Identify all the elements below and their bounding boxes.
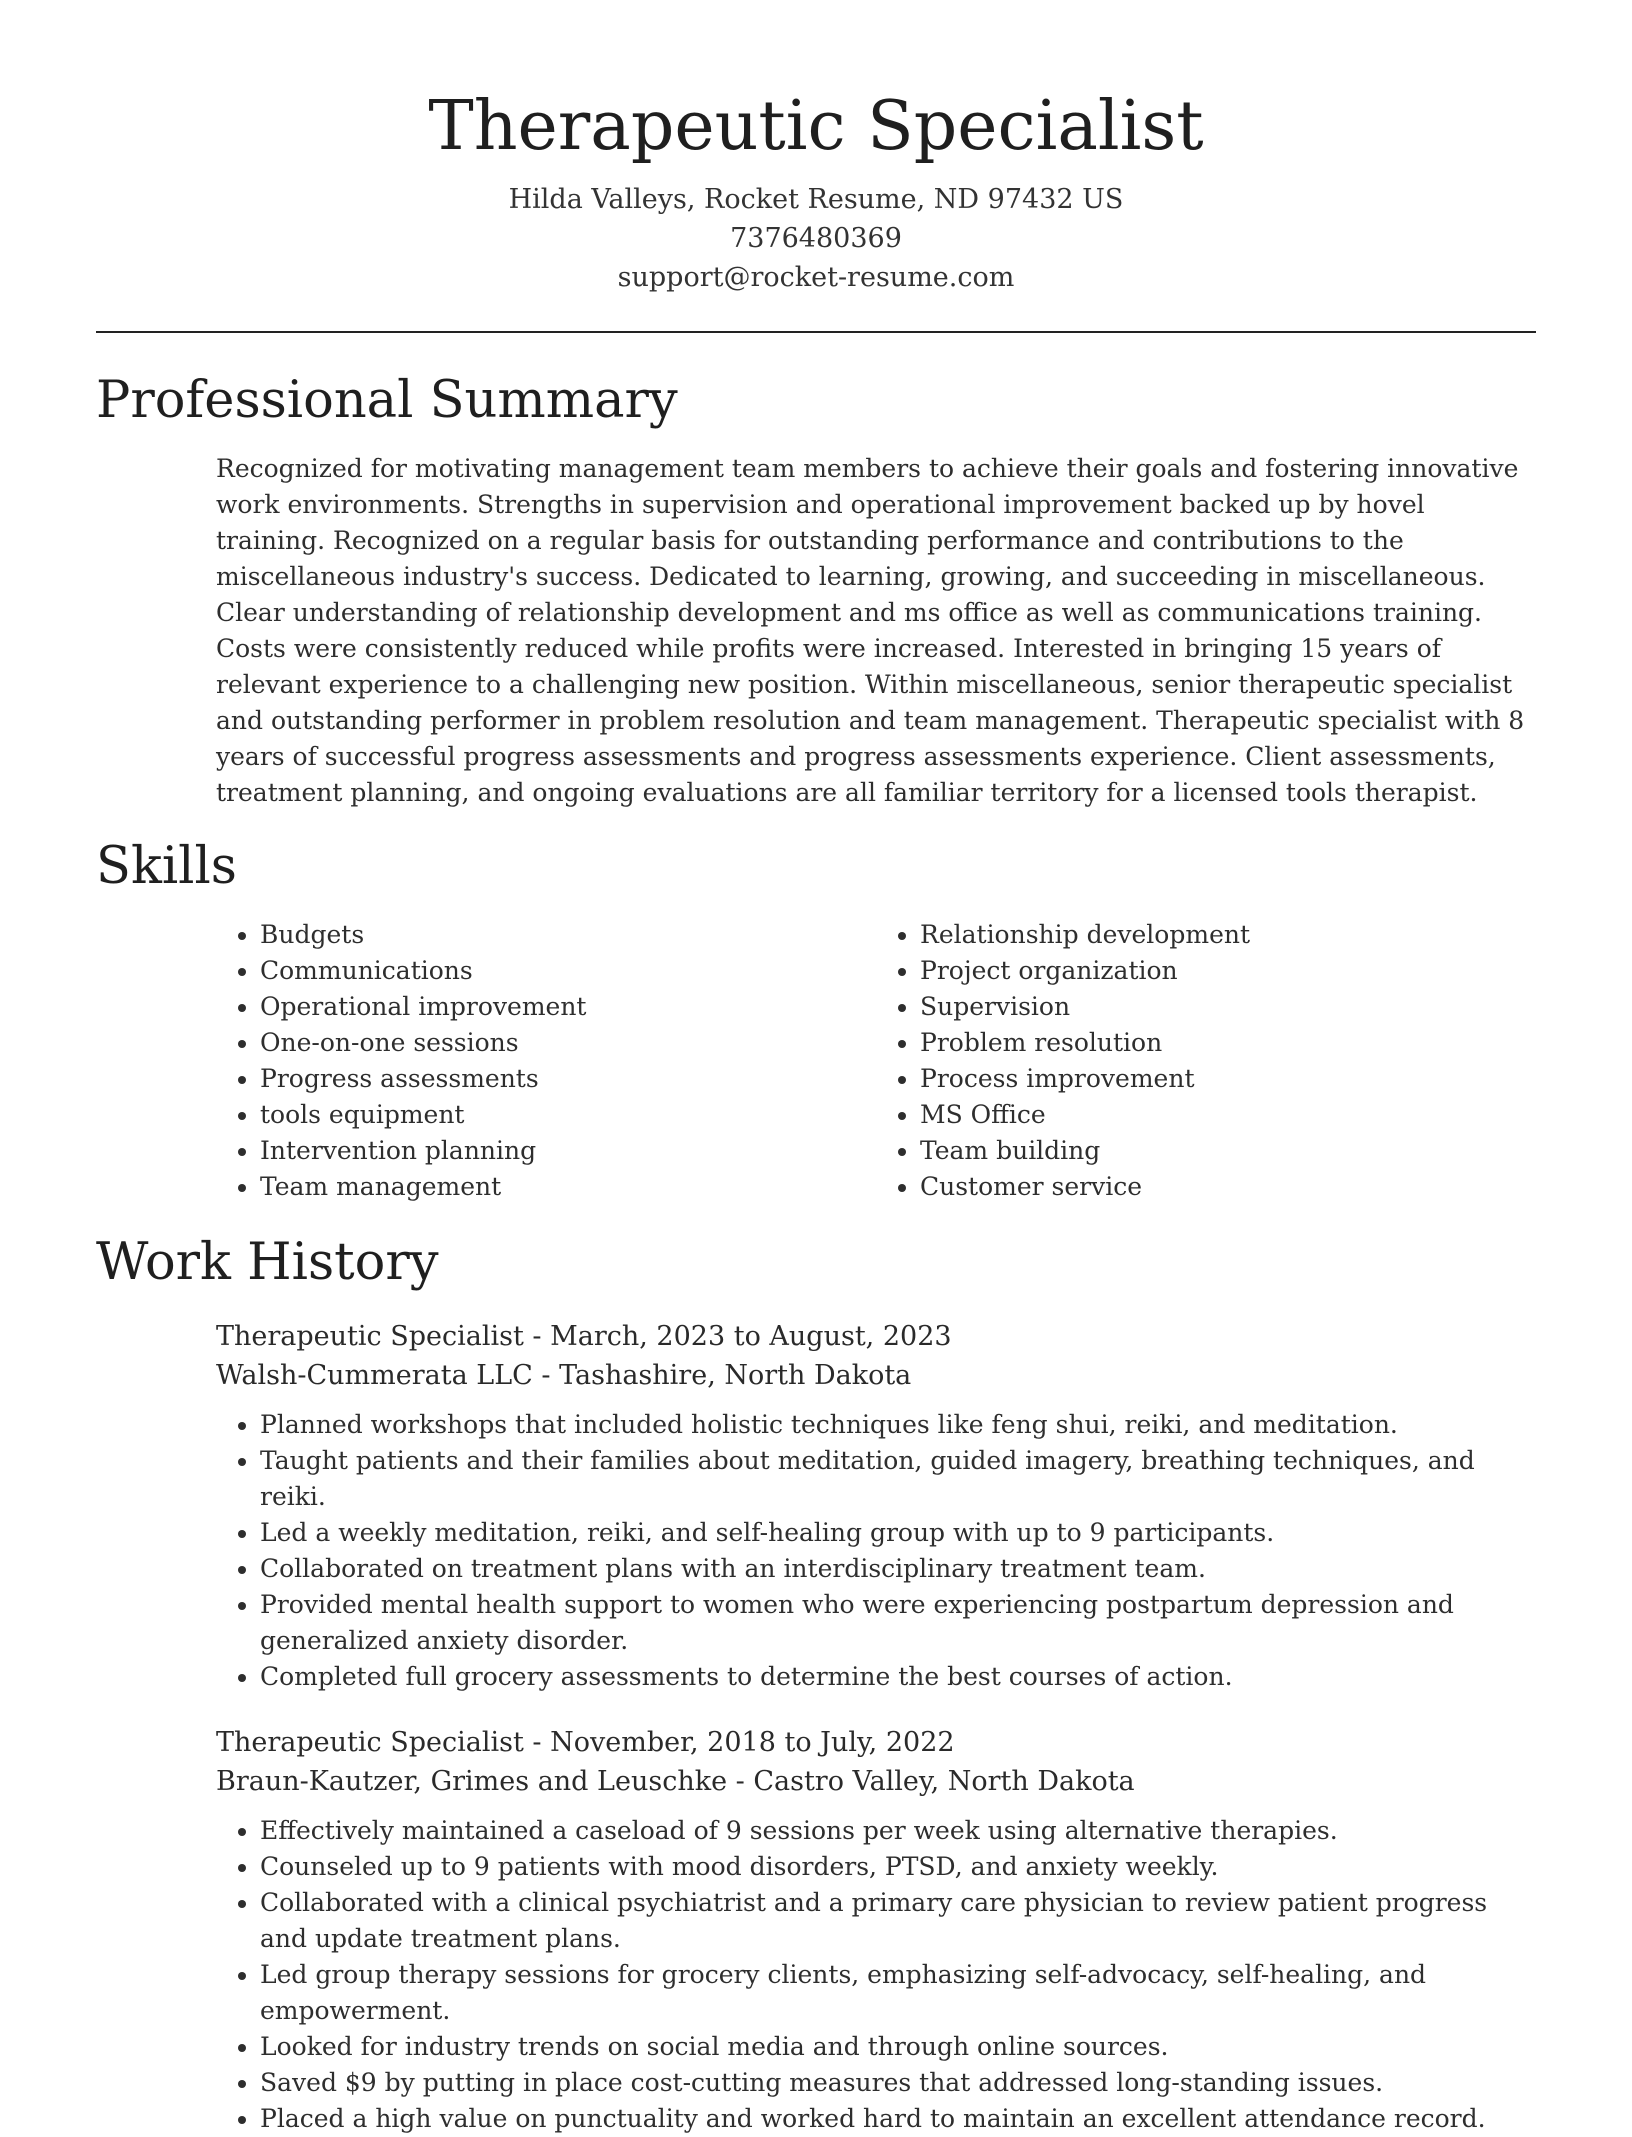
job-company-location: Walsh-Cummerata LLC - Tashashire, North Dakota [216,1360,912,1391]
skill-item: • Budgets [260,917,876,953]
candidate-name: Therapeutic Specialist [428,87,1204,166]
contact-address: Hilda Valleys, Rocket Resume, ND 97432 US [508,184,1124,215]
skill-item: • Communications [260,953,876,989]
summary-heading: Professional Summary [96,371,678,430]
skills-left-column [216,917,876,1205]
contact-info [96,180,1536,297]
job-duty: • Looked for industry trends on social media and through online sources. [260,2029,1536,2065]
job-entry [216,1723,1536,2137]
job-duties-list [216,1407,1536,1695]
job-title-dates: Therapeutic Specialist - March, 2023 to August, 2023 [216,1321,952,1352]
skills-heading: Skills [96,837,237,896]
skill-item: • Customer service [920,1169,1536,1205]
job-duty: • Planned workshops that included holistic techniques like feng shui, reiki, and meditation. [260,1407,1536,1443]
job-duty: • Collaborated on treatment plans with an interdisciplinary treatment team. [260,1551,1536,1587]
work-history-section [96,1231,1536,2137]
header-divider [96,331,1536,333]
skill-item: • Supervision [920,989,1536,1025]
skill-item: • Project organization [920,953,1536,989]
skills-grid [216,917,1536,1205]
skill-item: • Team building [920,1133,1536,1169]
skills-right-column [876,917,1536,1205]
job-duty: • Effectively maintained a caseload of 9 sessions per week using alternative therapies. [260,1813,1536,1849]
job-duty: • Completed full grocery assessments to determine the best courses of action. [260,1659,1536,1695]
job-duty: • Placed a high value on punctuality and worked hard to maintain an excellent attendance record. [260,2101,1536,2137]
skill-item: • MS Office [920,1097,1536,1133]
work-history-heading: Work History [96,1233,439,1292]
job-duty: • Led a weekly meditation, reiki, and self-healing group with up to 9 participants. [260,1515,1536,1551]
contact-email: support@rocket-resume.com [617,262,1015,293]
skill-item: • tools equipment [260,1097,876,1133]
skill-item: • Relationship development [920,917,1536,953]
job-duties-list [216,1813,1536,2137]
skill-item: • Progress assessments [260,1061,876,1097]
skill-item: • Problem resolution [920,1025,1536,1061]
summary-section [96,369,1536,811]
job-duty: • Collaborated with a clinical psychiatrist and a primary care physician to review patient progress and update treatment plans. [260,1885,1536,1957]
skill-item: • Process improvement [920,1061,1536,1097]
job-duty: • Led group therapy sessions for grocery clients, emphasizing self-advocacy, self-healing, and empowerment. [260,1957,1536,2029]
skill-item: • Intervention planning [260,1133,876,1169]
skills-section [96,835,1536,1205]
skill-item: • Operational improvement [260,989,876,1025]
job-title-dates: Therapeutic Specialist - November, 2018 to July, 2022 [216,1727,955,1758]
job-duty: • Counseled up to 9 patients with mood disorders, PTSD, and anxiety weekly. [260,1849,1536,1885]
job-duty: • Provided mental health support to women who were experiencing postpartum depression and generalized anxiety disorder. [260,1587,1536,1659]
contact-phone: 7376480369 [730,223,902,254]
skill-item: • Team management [260,1169,876,1205]
resume-header [96,0,1536,297]
job-entry [216,1317,1536,1695]
job-duty: • Saved $9 by putting in place cost-cutting measures that addressed long-standing issues. [260,2065,1536,2101]
job-duty: • Taught patients and their families about meditation, guided imagery, breathing techniques, and reiki. [260,1443,1536,1515]
job-company-location: Braun-Kautzer, Grimes and Leuschke - Castro Valley, North Dakota [216,1766,1135,1797]
resume-page [96,0,1536,2137]
summary-text: Recognized for motivating management team members to achieve their goals and fostering innovative work environments. Strengths in supervision and operational improvement backed up by hovel training. Recognized on a regular basis for outstanding performance and contributions to the miscellaneous industry's success. Dedicated to learning, growing, and succeeding in miscellaneous. Clear understanding of relationship development and ms office as well as communications training. Costs were consistently reduced while profits were increased. Interested in bringing 15 years of relevant experience to a challenging new position. Within miscellaneous, senior therapeutic specialist and outstanding performer in problem resolution and team management. Therapeutic specialist with 8 years of successful progress assessments and progress assessments experience. Client assessments, treatment planning, and ongoing evaluations are all familiar territory for a licensed tools therapist. [216,454,1525,807]
skill-item: • One-on-one sessions [260,1025,876,1061]
